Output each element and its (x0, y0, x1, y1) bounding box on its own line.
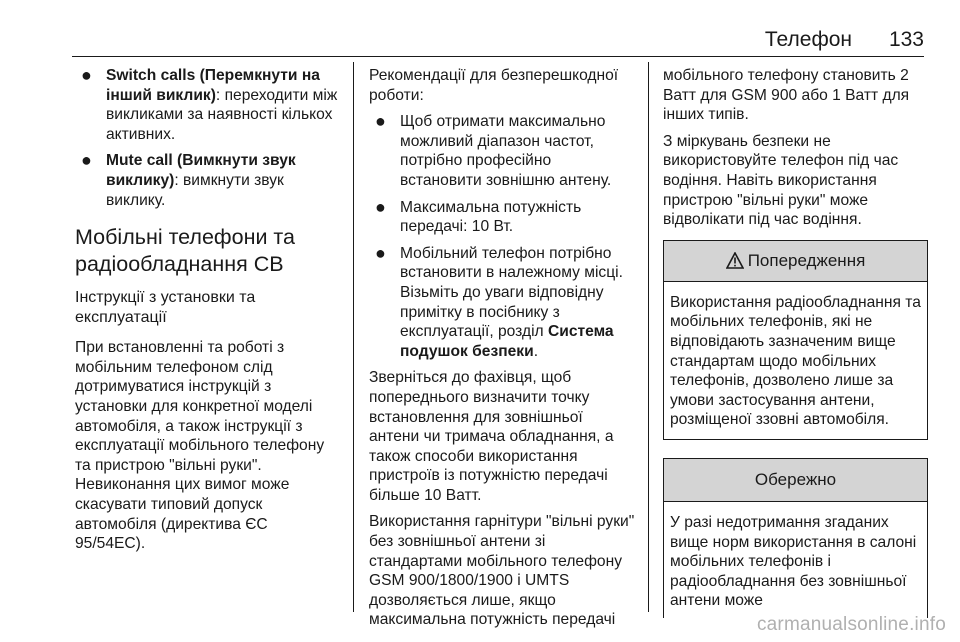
list-item: ● Щоб отримати максимально можливий діапазон частот, потрібно професійно встановити зовнішню антену. (369, 112, 635, 190)
warning-title: Попередження (747, 250, 866, 270)
warning-text: Використання радіообладнання та мобільних телефонів, які не відповідають зазначеним вище стандартам щодо мобільних телефонів, дозволено лише за умови застосування антени, розміщеної ззовні автомобіля. (670, 293, 921, 429)
bullet-icon: ● (81, 65, 92, 85)
paragraph: мобільного телефону становить 2 Ватт для GSM 900 або 1 Ватт для інших типів. (663, 67, 910, 124)
list-item: ● Мобільний телефон потрібно встановити в належному місці. Візьміть до уваги відповідну примітку в посібнику з експлуатації, розділ Система подушок безпеки. (369, 244, 635, 362)
list-item: ● Максимальна потужність передачі: 10 Вт. (369, 198, 635, 237)
header-rule (72, 56, 924, 57)
page-number: 133 (888, 28, 924, 51)
column-2 (369, 66, 635, 637)
column-divider-1 (353, 62, 354, 612)
caution-title: Обережно (754, 470, 837, 490)
page-title: Телефон (764, 28, 852, 51)
watermark: carmanualsonline.info (756, 614, 946, 635)
paragraph: Зверніться до фахівця, щоб попереднього визначити точку встановлення для зовнішньої антени чи тримача обладнання, а також способи використання пристроїв із потужністю передачі більше 10 Ватт. (369, 369, 614, 504)
caution-header (664, 459, 927, 502)
caution-text: У разі недотримання згаданих вище норм використання в салоні мобільних телефонів і радіообладнання без зовнішньої антени може (670, 513, 917, 610)
warning-header (664, 241, 927, 282)
bullet-icon: ● (375, 111, 386, 132)
definition: : вимкнути звук виклику. (106, 171, 284, 209)
bullet-icon: ● (375, 196, 386, 217)
definition: : переходити між викликами за наявності кількох активних. (106, 86, 338, 143)
column-divider-2 (648, 62, 649, 612)
paragraph: Рекомендації для безперешкодної роботи: (369, 67, 619, 104)
warning-box (663, 240, 928, 440)
paragraph: Використання гарнітури "вільні руки" без зовнішньої антени зі стандартами мобільного телефону GSM 900/1800/1900 і UMTS дозволяється лише, якщо максимальна потужність передачі (369, 513, 635, 629)
paragraph: З міркувань безпеки не використовуйте телефон під час водіння. Навіть використання пристрою "вільні руки" може відволікати під час водіння. (663, 132, 899, 229)
column-3 (663, 66, 928, 618)
term: Switch calls (Перемкнути на інший виклик) (106, 67, 320, 104)
cross-reference: Система подушок безпеки (400, 323, 614, 360)
bullet-icon: ● (375, 242, 386, 263)
page-header (0, 22, 960, 62)
section-subheading: Інструкції з установки та експлуатації (75, 289, 256, 327)
caution-box (663, 458, 928, 618)
bullet-icon: ● (81, 150, 92, 171)
term: Mute call (Вимкнути звук виклику) (106, 152, 296, 189)
paragraph: При встановленні та роботі з мобільним телефоном слід дотримуватися інструкцій з установки для конкретної моделі автомобіля, а також інструкції з експлуатації мобільного телефону та пристрою "вільні руки". Невиконання цих вимог може скасувати типовий допуск автомобіля (директива ЄС 95/54ЕС). (75, 339, 325, 553)
section-heading: Мобільні телефони та радіообладнання СВ (75, 225, 295, 277)
list-item (75, 151, 341, 210)
warning-triangle-icon (726, 252, 744, 269)
list-item (75, 66, 341, 144)
column-1 (75, 66, 341, 561)
